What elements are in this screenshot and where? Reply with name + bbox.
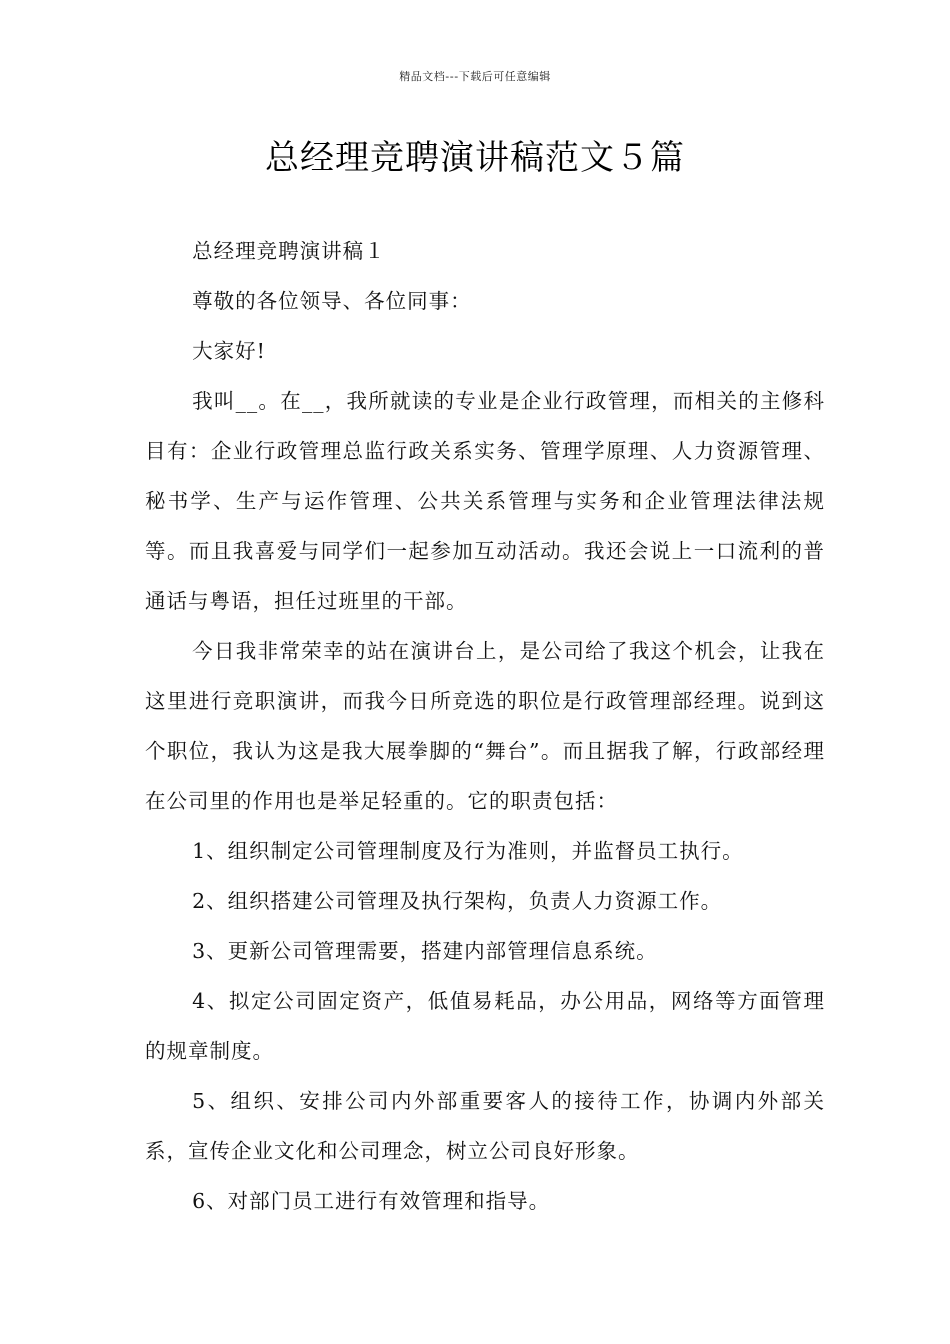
document-body — [145, 226, 825, 1226]
document-title: 总经理竞聘演讲稿范文５篇 — [265, 138, 685, 178]
duty-item-1: 1、组织制定公司管理制度及行为准则，并监督员工执行。 — [192, 839, 744, 863]
paragraph-intro: 我叫__。在__，我所就读的专业是企业行政管理，而相关的主修科目有：企业行政管理总监行政关系实务、管理学原理、人力资源管理、秘书学、生产与运作管理、公共关系管理与实务和企业管理法律法规等。而且我喜爱与同学们一起参加互动活动。我还会说上一口流利的普通话与粤语，担任过班里的干部。 — [145, 389, 825, 613]
paragraph-position: 今日我非常荣幸的站在演讲台上，是公司给了我这个机会，让我在这里进行竞职演讲，而我今日所竞选的职位是行政管理部经理。说到这个职位，我认为这是我大展拳脚的“舞台”。而且据我了解，行政部经理在公司里的作用也是举足轻重的。它的职责包括： — [145, 639, 825, 813]
salutation: 尊敬的各位领导、各位同事： — [192, 289, 472, 313]
duty-item-6: 6、对部门员工进行有效管理和指导。 — [192, 1189, 551, 1213]
header-note: 精品文档---下载后可任意编辑 — [399, 70, 551, 83]
section-heading: 总经理竞聘演讲稿１ — [192, 239, 386, 263]
greeting: 大家好! — [192, 339, 266, 363]
duty-item-3: 3、更新公司管理需要，搭建内部管理信息系统。 — [192, 939, 658, 963]
duty-item-2: 2、组织搭建公司管理及执行架构，负责人力资源工作。 — [192, 889, 723, 913]
duty-item-4: 4、拟定公司固定资产，低值易耗品，办公用品，网络等方面管理的规章制度。 — [145, 989, 825, 1063]
duty-item-5: 5、组织、安排公司内外部重要客人的接待工作，协调内外部关系，宣传企业文化和公司理念，树立公司良好形象。 — [145, 1089, 825, 1163]
